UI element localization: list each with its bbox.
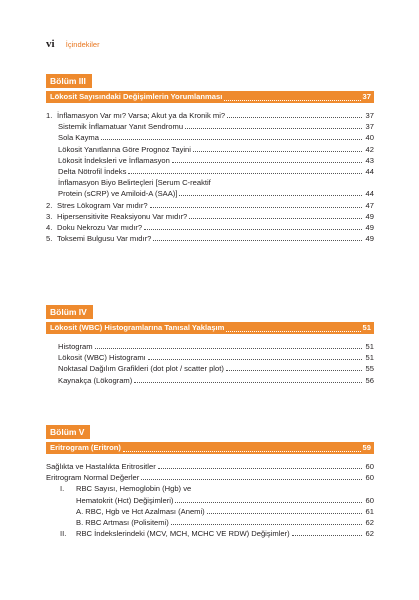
toc-entry[interactable]: [46, 375, 374, 386]
toc-entry[interactable]: [46, 222, 374, 233]
leader-dots: [189, 212, 362, 219]
entry-title: Lökosit (WBC) Histogramı: [58, 353, 146, 363]
toc-entry[interactable]: [46, 483, 374, 494]
entry-page: 60: [365, 495, 374, 505]
entry-title: A. RBC, Hgb ve Hct Azalması (Anemi): [76, 506, 205, 516]
toc-entry[interactable]: [46, 211, 374, 222]
toc-entry[interactable]: [46, 121, 374, 132]
toc-list: [46, 461, 374, 539]
entry-title: RBC İndekslerindeki (MCV, MCH, MCHC VE RDW) Değişimler): [76, 529, 290, 539]
entry-page: 51: [365, 342, 374, 351]
leader-dots: [141, 473, 362, 480]
entry-page: 49: [365, 222, 374, 232]
entry-title: Kaynakça (Lökogram): [58, 375, 133, 385]
leader-dots: [172, 156, 362, 163]
toc-entry[interactable]: [46, 166, 374, 177]
leader-dots: [179, 189, 362, 196]
leader-dots: [224, 93, 360, 101]
section-title-bar[interactable]: [46, 442, 374, 454]
entry-page: 60: [365, 462, 374, 471]
entry-number: 3.: [46, 211, 53, 221]
section-tab: Bölüm V: [46, 425, 90, 439]
toc-entry[interactable]: [46, 472, 374, 483]
section-title: Lökosit (WBC) Histogramlarına Tanısal Yaklaşım: [50, 323, 225, 332]
leader-dots: [128, 167, 362, 174]
entry-page: 61: [365, 506, 374, 516]
toc-entry[interactable]: [46, 188, 374, 199]
leader-dots: [175, 496, 362, 503]
entry-title: Toksemi Bulgusu Var mıdır?: [57, 234, 152, 244]
entry-number: 4.: [46, 222, 53, 232]
page-header: [46, 38, 100, 50]
section-title: Eritrogram (Eritron): [50, 443, 121, 452]
section-title: Lökosit Sayısındaki Değişimlerin Yorumlanması: [50, 92, 223, 101]
leader-dots: [227, 111, 362, 118]
running-title: İçindekiler: [65, 40, 100, 49]
section-tab: Bölüm IV: [46, 305, 93, 319]
entry-title: Noktasal Dağılım Grafikleri (dot plot / scatter plot): [58, 364, 224, 374]
toc-list: [46, 110, 374, 244]
entry-page: 42: [365, 144, 374, 154]
entry-page: 51: [365, 353, 374, 363]
entry-title: RBC Sayısı, Hemoglobin (Hgb) ve: [76, 484, 192, 494]
toc-entry[interactable]: [46, 200, 374, 211]
section-title-bar[interactable]: [46, 91, 374, 103]
entry-page: 37: [365, 122, 374, 132]
entry-title: Lökosit Yanıtlarına Göre Prognoz Tayini: [58, 144, 191, 154]
entry-title: İnflamasyon Var mı? Varsa; Akut ya da Kronik mi?: [57, 111, 226, 120]
leader-dots: [134, 376, 362, 383]
section-title-bar[interactable]: [46, 322, 374, 334]
leader-dots: [193, 145, 362, 152]
entry-title: Delta Nötrofil İndeks: [58, 166, 127, 176]
leader-dots: [148, 353, 362, 360]
entry-page: 62: [365, 529, 374, 539]
leader-dots: [207, 507, 362, 514]
leader-dots: [123, 444, 361, 452]
toc-entry[interactable]: [46, 110, 374, 121]
leader-dots: [101, 133, 362, 140]
toc-entry[interactable]: [46, 233, 374, 244]
leader-dots: [150, 201, 362, 208]
entry-number: II.: [60, 529, 67, 539]
entry-number: 5.: [46, 234, 53, 244]
entry-title: Histogram: [58, 342, 93, 351]
toc-entry[interactable]: [46, 144, 374, 155]
entry-title: Protein (sCRP) ve Amiloid-A (SAA)]: [58, 189, 178, 199]
entry-page: 56: [365, 375, 374, 385]
entry-title: Doku Nekrozu Var mıdır?: [57, 222, 143, 232]
entry-title: Hematokrit (Hct) Değişimleri): [76, 495, 174, 505]
leader-dots: [158, 462, 362, 469]
toc-entry[interactable]: [46, 461, 374, 472]
section-page: 59: [362, 443, 371, 452]
toc-entry[interactable]: [46, 528, 374, 539]
toc-list: [46, 341, 374, 386]
toc-entry[interactable]: [46, 352, 374, 363]
entry-title: Lökosit İndeksleri ve İnflamasyon: [58, 155, 170, 165]
toc-entry[interactable]: [46, 177, 374, 188]
entry-title: Stres Lökogram Var mıdır?: [57, 200, 148, 210]
leader-dots: [292, 529, 362, 536]
leader-dots: [144, 223, 362, 230]
entry-title: Eritrogram Normal Değerler: [46, 473, 140, 483]
toc-entry[interactable]: [46, 363, 374, 374]
entry-page: 60: [365, 473, 374, 483]
entry-page: 47: [365, 200, 374, 210]
entry-title: Hipersensitivite Reaksiyonu Var mıdır?: [57, 211, 188, 221]
section-tab: Bölüm III: [46, 74, 92, 88]
leader-dots: [226, 324, 360, 332]
leader-dots: [185, 122, 362, 129]
section-bolum-4: [46, 302, 374, 386]
toc-entry[interactable]: [46, 495, 374, 506]
entry-page: 43: [365, 155, 374, 165]
entry-page: 40: [365, 133, 374, 143]
section-bolum-5: [46, 422, 374, 539]
leader-dots: [171, 518, 362, 525]
entry-page: 44: [365, 189, 374, 199]
page-number: vi: [46, 38, 55, 50]
entry-page: 49: [365, 211, 374, 221]
toc-entry[interactable]: [46, 517, 374, 528]
section-bolum-3: [46, 71, 374, 244]
entry-title: Sağlıkta ve Hastalıkta Eritrositler: [46, 462, 156, 471]
leader-dots: [226, 364, 362, 371]
entry-page: 49: [365, 234, 374, 244]
entry-title: B. RBC Artması (Polisitemi): [76, 517, 169, 527]
section-page: 51: [362, 323, 371, 332]
entry-number: 2.: [46, 200, 53, 210]
toc-entry[interactable]: [46, 506, 374, 517]
toc-entry[interactable]: [46, 155, 374, 166]
entry-number: I.: [60, 484, 65, 494]
entry-title: İnflamasyon Biyo Belirteçleri [Serum C-reaktif: [58, 178, 211, 188]
entry-page: 55: [365, 364, 374, 374]
entry-number: 1.: [46, 111, 53, 120]
entry-page: 44: [365, 166, 374, 176]
entry-page: 62: [365, 517, 374, 527]
leader-dots: [95, 342, 362, 349]
toc-entry[interactable]: [46, 132, 374, 143]
entry-title: Sistemik İnflamatuar Yanıt Sendromu: [58, 122, 184, 132]
entry-page: 37: [365, 111, 374, 120]
toc-entry[interactable]: [46, 341, 374, 352]
entry-title: Sola Kayma: [58, 133, 99, 143]
leader-dots: [153, 234, 362, 241]
section-page: 37: [362, 92, 371, 101]
